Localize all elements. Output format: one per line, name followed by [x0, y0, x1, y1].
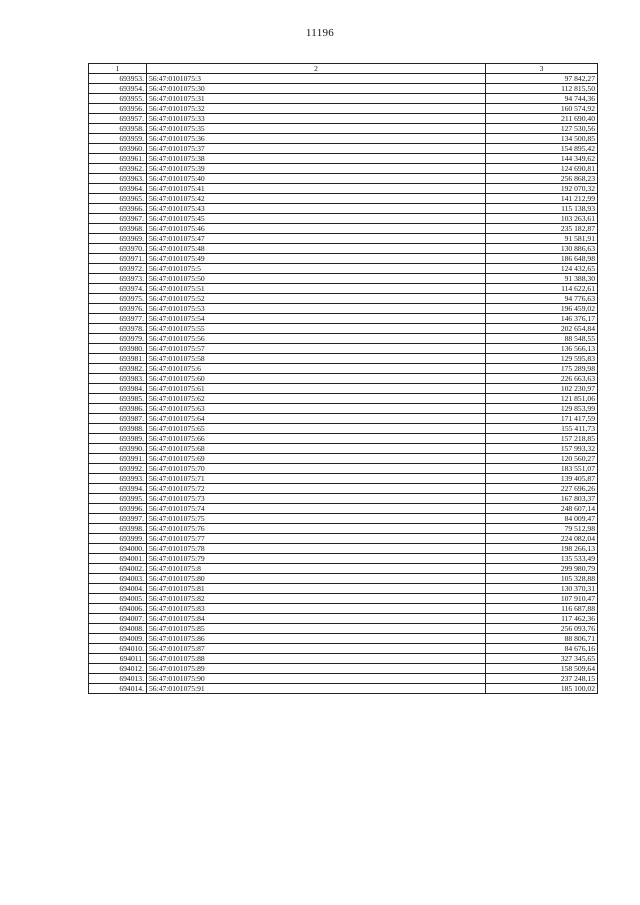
cadastral-number-cell: 56:47:0101075:63	[147, 404, 486, 414]
cadastral-value-cell: 97 842,27	[486, 74, 598, 84]
row-number-cell: 693983.	[89, 374, 147, 384]
row-number-cell: 694003.	[89, 574, 147, 584]
row-number-cell: 693979.	[89, 334, 147, 344]
cadastral-value-cell: 84 009,47	[486, 514, 598, 524]
row-number-cell: 694008.	[89, 624, 147, 634]
cadastral-number-cell: 56:47:0101075:51	[147, 284, 486, 294]
row-number-cell: 693982.	[89, 364, 147, 374]
cadastral-number-cell: 56:47:0101075:71	[147, 474, 486, 484]
row-number-cell: 693964.	[89, 184, 147, 194]
row-number-cell: 693955.	[89, 94, 147, 104]
cadastral-value-cell: 91 581,91	[486, 234, 598, 244]
table-row	[89, 534, 598, 544]
cadastral-number-cell: 56:47:0101075:33	[147, 114, 486, 124]
cadastral-value-cell: 299 980,79	[486, 564, 598, 574]
column-header-2: 2	[147, 64, 486, 74]
cadastral-value-cell: 202 654,84	[486, 324, 598, 334]
table-row	[89, 184, 598, 194]
table-row	[89, 294, 598, 304]
cadastral-number-cell: 56:47:0101075:77	[147, 534, 486, 544]
row-number-cell: 693992.	[89, 464, 147, 474]
table-row	[89, 674, 598, 684]
cadastral-value-cell: 157 993,32	[486, 444, 598, 454]
row-number-cell: 693959.	[89, 134, 147, 144]
table-row	[89, 444, 598, 454]
cadastral-number-cell: 56:47:0101075:89	[147, 664, 486, 674]
cadastral-number-cell: 56:47:0101075:32	[147, 104, 486, 114]
table-row	[89, 504, 598, 514]
cadastral-number-cell: 56:47:0101075:37	[147, 144, 486, 154]
cadastral-number-cell: 56:47:0101075:52	[147, 294, 486, 304]
cadastral-number-cell: 56:47:0101075:69	[147, 454, 486, 464]
cadastral-value-cell: 175 289,98	[486, 364, 598, 374]
row-number-cell: 693976.	[89, 304, 147, 314]
table-row	[89, 234, 598, 244]
cadastral-number-cell: 56:47:0101075:85	[147, 624, 486, 634]
row-number-cell: 694006.	[89, 604, 147, 614]
cadastral-value-cell: 88 806,71	[486, 634, 598, 644]
table-row	[89, 384, 598, 394]
cadastral-value-cell: 94 744,36	[486, 94, 598, 104]
cadastral-number-cell: 56:47:0101075:3	[147, 74, 486, 84]
cadastral-number-cell: 56:47:0101075:62	[147, 394, 486, 404]
row-number-cell: 693978.	[89, 324, 147, 334]
cadastral-number-cell: 56:47:0101075:76	[147, 524, 486, 534]
row-number-cell: 694009.	[89, 634, 147, 644]
row-number-cell: 693965.	[89, 194, 147, 204]
cadastral-value-cell: 155 411,73	[486, 424, 598, 434]
row-number-cell: 693993.	[89, 474, 147, 484]
cadastral-value-cell: 114 622,61	[486, 284, 598, 294]
cadastral-number-cell: 56:47:0101075:91	[147, 684, 486, 694]
row-number-cell: 693956.	[89, 104, 147, 114]
table-row	[89, 224, 598, 234]
cadastral-number-cell: 56:47:0101075:46	[147, 224, 486, 234]
cadastral-number-cell: 56:47:0101075:75	[147, 514, 486, 524]
table-row	[89, 94, 598, 104]
table-row	[89, 584, 598, 594]
table-row	[89, 484, 598, 494]
cadastral-number-cell: 56:47:0101075:56	[147, 334, 486, 344]
cadastral-number-cell: 56:47:0101075:64	[147, 414, 486, 424]
table-row	[89, 464, 598, 474]
table-row	[89, 194, 598, 204]
table-row	[89, 264, 598, 274]
cadastral-value-cell: 134 500,85	[486, 134, 598, 144]
cadastral-value-cell: 196 459,02	[486, 304, 598, 314]
table-row	[89, 494, 598, 504]
cadastral-number-cell: 56:47:0101075:65	[147, 424, 486, 434]
table-row	[89, 574, 598, 584]
table-row	[89, 554, 598, 564]
cadastral-value-table	[88, 63, 598, 694]
cadastral-number-cell: 56:47:0101075:50	[147, 274, 486, 284]
cadastral-value-cell: 192 070,32	[486, 184, 598, 194]
cadastral-value-cell: 235 182,87	[486, 224, 598, 234]
table-row	[89, 274, 598, 284]
table-row	[89, 664, 598, 674]
row-number-cell: 694005.	[89, 594, 147, 604]
cadastral-value-cell: 171 417,59	[486, 414, 598, 424]
row-number-cell: 693973.	[89, 274, 147, 284]
table-row	[89, 164, 598, 174]
cadastral-number-cell: 56:47:0101075:40	[147, 174, 486, 184]
cadastral-number-cell: 56:47:0101075:36	[147, 134, 486, 144]
table-row	[89, 604, 598, 614]
cadastral-number-cell: 56:47:0101075:90	[147, 674, 486, 684]
row-number-cell: 693961.	[89, 154, 147, 164]
cadastral-value-cell: 256 093,76	[486, 624, 598, 634]
table-row	[89, 644, 598, 654]
cadastral-number-cell: 56:47:0101075:86	[147, 634, 486, 644]
row-number-cell: 694013.	[89, 674, 147, 684]
row-number-cell: 693995.	[89, 494, 147, 504]
row-number-cell: 693967.	[89, 214, 147, 224]
cadastral-number-cell: 56:47:0101075:58	[147, 354, 486, 364]
table-row	[89, 314, 598, 324]
row-number-cell: 693966.	[89, 204, 147, 214]
cadastral-value-cell: 94 776,63	[486, 294, 598, 304]
row-number-cell: 693954.	[89, 84, 147, 94]
cadastral-value-cell: 130 370,31	[486, 584, 598, 594]
cadastral-number-cell: 56:47:0101075:87	[147, 644, 486, 654]
cadastral-number-cell: 56:47:0101075:70	[147, 464, 486, 474]
cadastral-number-cell: 56:47:0101075:43	[147, 204, 486, 214]
cadastral-number-cell: 56:47:0101075:78	[147, 544, 486, 554]
row-number-cell: 694010.	[89, 644, 147, 654]
table-row	[89, 634, 598, 644]
table-row	[89, 304, 598, 314]
row-number-cell: 693989.	[89, 434, 147, 444]
cadastral-value-cell: 157 218,85	[486, 434, 598, 444]
cadastral-value-cell: 116 687,88	[486, 604, 598, 614]
cadastral-value-cell: 139 405,87	[486, 474, 598, 484]
table-row	[89, 354, 598, 364]
table-row	[89, 684, 598, 694]
cadastral-value-cell: 154 895,42	[486, 144, 598, 154]
cadastral-value-cell: 144 349,62	[486, 154, 598, 164]
table-row	[89, 74, 598, 84]
cadastral-value-cell: 135 533,49	[486, 554, 598, 564]
row-number-cell: 694004.	[89, 584, 147, 594]
table-row	[89, 564, 598, 574]
cadastral-value-cell: 136 566,13	[486, 344, 598, 354]
row-number-cell: 693963.	[89, 174, 147, 184]
cadastral-value-cell: 107 910,47	[486, 594, 598, 604]
cadastral-value-cell: 237 248,15	[486, 674, 598, 684]
cadastral-value-cell: 198 266,13	[486, 544, 598, 554]
row-number-cell: 694012.	[89, 664, 147, 674]
row-number-cell: 693960.	[89, 144, 147, 154]
cadastral-value-cell: 160 574,92	[486, 104, 598, 114]
row-number-cell: 693985.	[89, 394, 147, 404]
cadastral-value-cell: 130 886,63	[486, 244, 598, 254]
row-number-cell: 694007.	[89, 614, 147, 624]
row-number-cell: 693986.	[89, 404, 147, 414]
row-number-cell: 694000.	[89, 544, 147, 554]
cadastral-number-cell: 56:47:0101075:47	[147, 234, 486, 244]
cadastral-value-cell: 183 551,07	[486, 464, 598, 474]
table-row	[89, 174, 598, 184]
cadastral-value-cell: 256 868,23	[486, 174, 598, 184]
cadastral-number-cell: 56:47:0101075:6	[147, 364, 486, 374]
cadastral-number-cell: 56:47:0101075:31	[147, 94, 486, 104]
table-row	[89, 594, 598, 604]
table-row	[89, 214, 598, 224]
cadastral-value-cell: 102 230,97	[486, 384, 598, 394]
cadastral-value-cell: 129 853,99	[486, 404, 598, 414]
cadastral-number-cell: 56:47:0101075:41	[147, 184, 486, 194]
cadastral-value-cell: 105 328,88	[486, 574, 598, 584]
row-number-cell: 693977.	[89, 314, 147, 324]
cadastral-value-cell: 103 263,61	[486, 214, 598, 224]
table-row	[89, 144, 598, 154]
table-row	[89, 334, 598, 344]
row-number-cell: 693980.	[89, 344, 147, 354]
cadastral-value-cell: 84 676,16	[486, 644, 598, 654]
cadastral-number-cell: 56:47:0101075:60	[147, 374, 486, 384]
cadastral-value-cell: 186 648,98	[486, 254, 598, 264]
cadastral-number-cell: 56:47:0101075:49	[147, 254, 486, 264]
cadastral-value-cell: 127 530,56	[486, 124, 598, 134]
cadastral-value-cell: 121 851,06	[486, 394, 598, 404]
table-row	[89, 344, 598, 354]
row-number-cell: 693972.	[89, 264, 147, 274]
cadastral-number-cell: 56:47:0101075:45	[147, 214, 486, 224]
table-row	[89, 434, 598, 444]
table-row	[89, 284, 598, 294]
table-row	[89, 454, 598, 464]
table-row	[89, 474, 598, 484]
row-number-cell: 693990.	[89, 444, 147, 454]
row-number-cell: 693997.	[89, 514, 147, 524]
cadastral-value-cell: 146 376,17	[486, 314, 598, 324]
cadastral-number-cell: 56:47:0101075:55	[147, 324, 486, 334]
cadastral-number-cell: 56:47:0101075:8	[147, 564, 486, 574]
cadastral-value-cell: 112 815,50	[486, 84, 598, 94]
row-number-cell: 693970.	[89, 244, 147, 254]
table-body	[89, 74, 598, 694]
table-row	[89, 404, 598, 414]
table-row	[89, 624, 598, 634]
cadastral-value-cell: 327 345,65	[486, 654, 598, 664]
cadastral-value-cell: 227 696,26	[486, 484, 598, 494]
table-row	[89, 394, 598, 404]
cadastral-value-cell: 88 548,55	[486, 334, 598, 344]
row-number-cell: 693957.	[89, 114, 147, 124]
cadastral-value-cell: 185 100,02	[486, 684, 598, 694]
table-row	[89, 414, 598, 424]
cadastral-number-cell: 56:47:0101075:53	[147, 304, 486, 314]
cadastral-value-cell: 79 512,98	[486, 524, 598, 534]
cadastral-number-cell: 56:47:0101075:68	[147, 444, 486, 454]
cadastral-number-cell: 56:47:0101075:83	[147, 604, 486, 614]
cadastral-number-cell: 56:47:0101075:73	[147, 494, 486, 504]
cadastral-number-cell: 56:47:0101075:42	[147, 194, 486, 204]
row-number-cell: 693975.	[89, 294, 147, 304]
column-header-1: 1	[89, 64, 147, 74]
cadastral-number-cell: 56:47:0101075:61	[147, 384, 486, 394]
cadastral-number-cell: 56:47:0101075:39	[147, 164, 486, 174]
cadastral-number-cell: 56:47:0101075:81	[147, 584, 486, 594]
cadastral-value-cell: 115 138,93	[486, 204, 598, 214]
cadastral-number-cell: 56:47:0101075:80	[147, 574, 486, 584]
row-number-cell: 693981.	[89, 354, 147, 364]
row-number-cell: 693968.	[89, 224, 147, 234]
cadastral-value-cell: 226 663,63	[486, 374, 598, 384]
page-number: 11196	[305, 27, 335, 39]
cadastral-value-cell: 141 212,99	[486, 194, 598, 204]
cadastral-number-cell: 56:47:0101075:72	[147, 484, 486, 494]
table-header	[89, 64, 598, 74]
cadastral-value-cell: 91 388,30	[486, 274, 598, 284]
row-number-cell: 693971.	[89, 254, 147, 264]
cadastral-number-cell: 56:47:0101075:82	[147, 594, 486, 604]
cadastral-number-cell: 56:47:0101075:88	[147, 654, 486, 664]
table-row	[89, 514, 598, 524]
cadastral-number-cell: 56:47:0101075:66	[147, 434, 486, 444]
table-row	[89, 124, 598, 134]
cadastral-value-cell: 120 560,27	[486, 454, 598, 464]
cadastral-value-cell: 224 082,04	[486, 534, 598, 544]
row-number-cell: 693998.	[89, 524, 147, 534]
table-row	[89, 374, 598, 384]
cadastral-value-cell: 158 509,64	[486, 664, 598, 674]
row-number-cell: 693996.	[89, 504, 147, 514]
table-row	[89, 154, 598, 164]
table-row	[89, 204, 598, 214]
cadastral-number-cell: 56:47:0101075:38	[147, 154, 486, 164]
table-row	[89, 114, 598, 124]
row-number-cell: 693988.	[89, 424, 147, 434]
cadastral-number-cell: 56:47:0101075:54	[147, 314, 486, 324]
cadastral-value-cell: 211 690,40	[486, 114, 598, 124]
header-row	[89, 64, 598, 74]
cadastral-number-cell: 56:47:0101075:30	[147, 84, 486, 94]
cadastral-value-cell: 248 607,14	[486, 504, 598, 514]
row-number-cell: 694014.	[89, 684, 147, 694]
row-number-cell: 694002.	[89, 564, 147, 574]
table-row	[89, 364, 598, 374]
cadastral-number-cell: 56:47:0101075:48	[147, 244, 486, 254]
row-number-cell: 693974.	[89, 284, 147, 294]
cadastral-number-cell: 56:47:0101075:79	[147, 554, 486, 564]
table-row	[89, 324, 598, 334]
row-number-cell: 693958.	[89, 124, 147, 134]
row-number-cell: 693994.	[89, 484, 147, 494]
table-row	[89, 254, 598, 264]
cadastral-value-cell: 167 803,37	[486, 494, 598, 504]
table-row	[89, 524, 598, 534]
table-row	[89, 84, 598, 94]
row-number-cell: 693953.	[89, 74, 147, 84]
cadastral-number-cell: 56:47:0101075:84	[147, 614, 486, 624]
cadastral-number-cell: 56:47:0101075:57	[147, 344, 486, 354]
cadastral-value-cell: 117 462,36	[486, 614, 598, 624]
table-row	[89, 614, 598, 624]
cadastral-value-cell: 129 595,83	[486, 354, 598, 364]
row-number-cell: 693999.	[89, 534, 147, 544]
row-number-cell: 693969.	[89, 234, 147, 244]
cadastral-value-cell: 124 432,65	[486, 264, 598, 274]
row-number-cell: 694011.	[89, 654, 147, 664]
cadastral-number-cell: 56:47:0101075:74	[147, 504, 486, 514]
table-row	[89, 654, 598, 664]
cadastral-value-cell: 124 690,81	[486, 164, 598, 174]
table-row	[89, 134, 598, 144]
table-row	[89, 244, 598, 254]
cadastral-number-cell: 56:47:0101075:35	[147, 124, 486, 134]
row-number-cell: 693991.	[89, 454, 147, 464]
cadastral-number-cell: 56:47:0101075:5	[147, 264, 486, 274]
column-header-3: 3	[486, 64, 598, 74]
row-number-cell: 694001.	[89, 554, 147, 564]
table-row	[89, 424, 598, 434]
row-number-cell: 693962.	[89, 164, 147, 174]
table-row	[89, 104, 598, 114]
table-row	[89, 544, 598, 554]
row-number-cell: 693984.	[89, 384, 147, 394]
row-number-cell: 693987.	[89, 414, 147, 424]
